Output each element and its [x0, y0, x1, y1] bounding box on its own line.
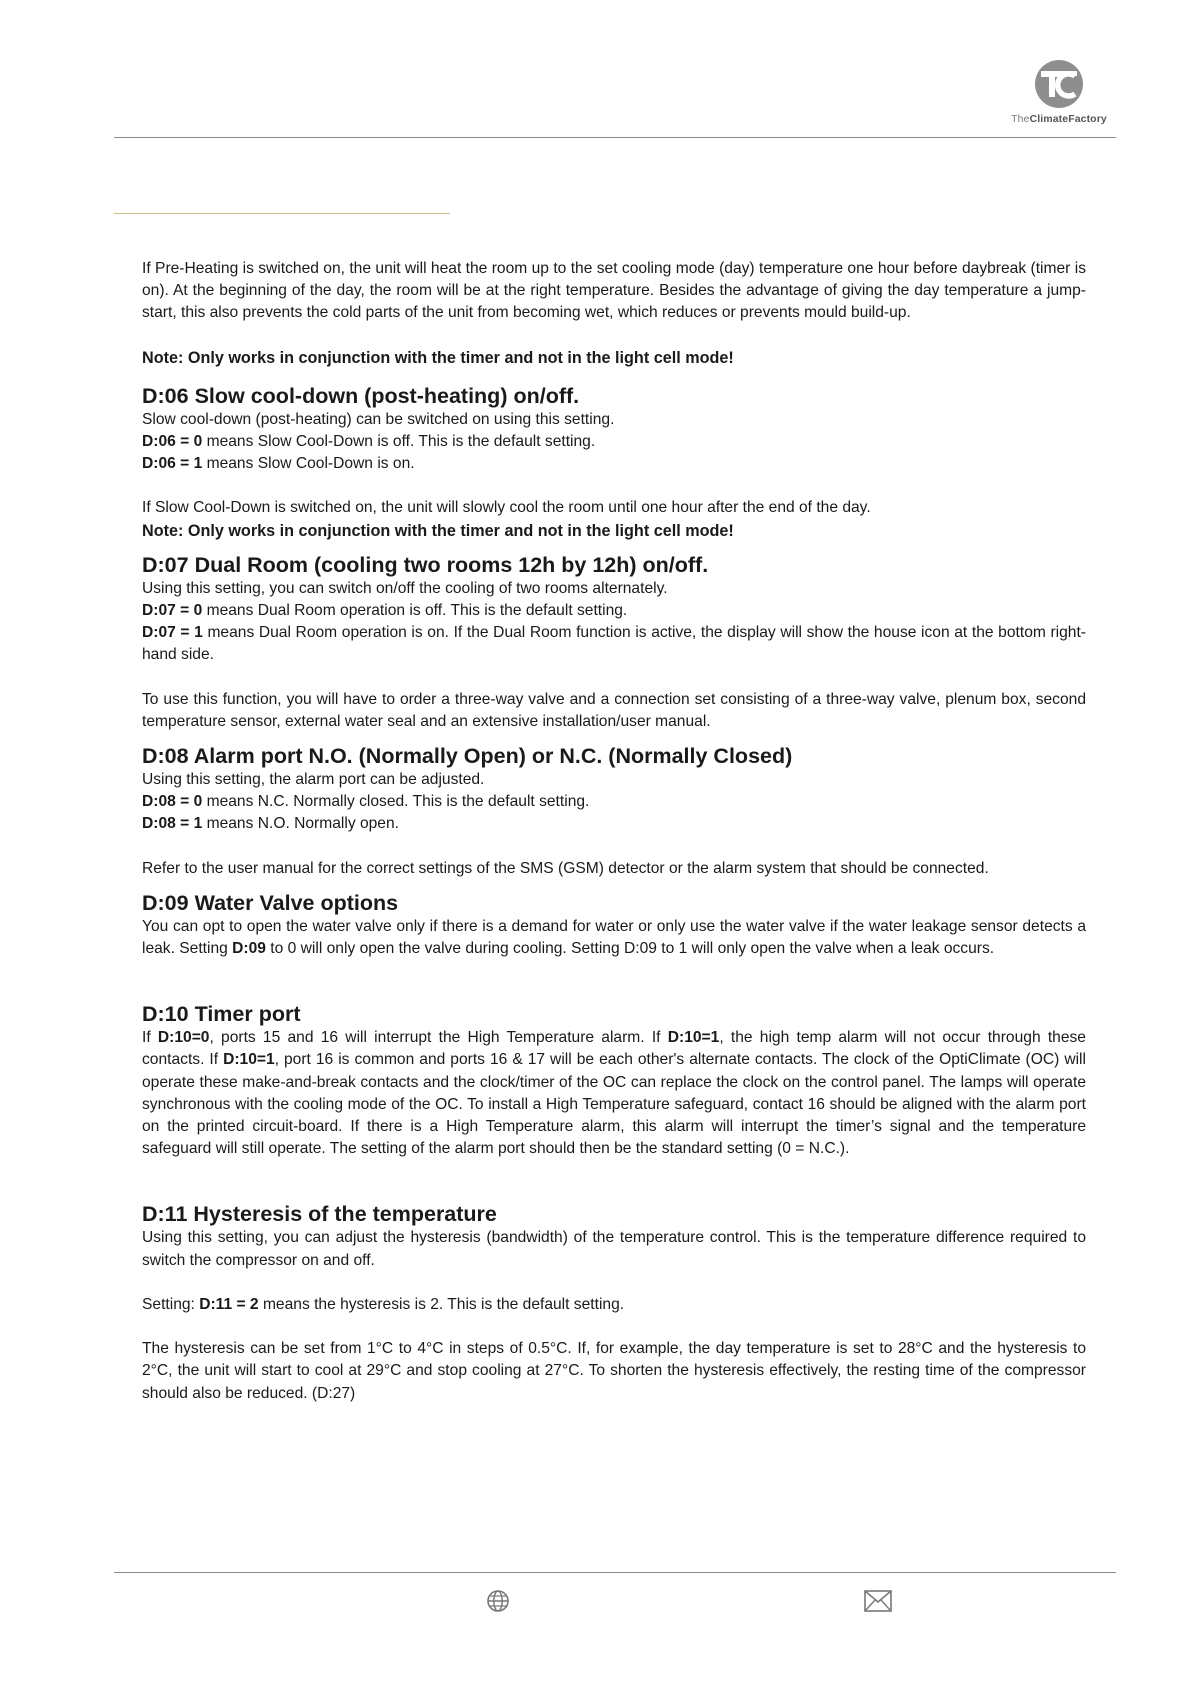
d07-description: Using this setting, you can switch on/off the cooling of two rooms alternately.: [142, 579, 668, 597]
d08-description: Using this setting, the alarm port can be adjusted.: [142, 771, 485, 789]
d06-option-1-text: means Slow Cool-Down is on.: [202, 455, 415, 473]
globe-icon[interactable]: [486, 1589, 510, 1618]
main-content: [142, 258, 1086, 1405]
d06-option-1-code: D:06 = 1: [142, 455, 203, 473]
d06-note: Note: Only works in conjunction with the timer and not in the light cell mode!: [142, 521, 734, 540]
section-title-d08: D:08 Alarm port N.O. (Normally Open) or N.C. (Normally Closed): [142, 744, 793, 769]
d09-text-a: You can opt to open the water valve only if there is a demand for water or only use the water valve if the water leakage sensor detects a leak. Setting: [142, 917, 1086, 958]
mail-icon[interactable]: [864, 1590, 892, 1617]
brand-logo: [1000, 58, 1118, 125]
intro-paragraph: If Pre-Heating is switched on, the unit will heat the room up to the set cooling mode (day) temperature one hour before daybreak (timer is on). At the beginning of the day, the room will be at the right temperature. Besides the advantage of giving the day temperature a jump-start, this also prevents the cold parts of the unit from becoming wet, which reduces or prevents mould build-up.: [142, 260, 1086, 322]
d06-extra: If Slow Cool-Down is switched on, the unit will slowly cool the room until one hour after the end of the day.: [142, 499, 871, 517]
d07-option-1: [142, 622, 1086, 666]
note-timer: Note: Only works in conjunction with the timer and not in the light cell mode!: [142, 348, 734, 367]
d08-option-1: [142, 813, 1086, 835]
logo-mark-icon: [1031, 58, 1087, 110]
d10-text-3: , the high temp alarm will not occur through these contacts. If: [142, 1029, 1086, 1069]
d10-text-4: , port 16 is common and ports 16 & 17 will be each other's alternate contacts. The clock of the OptiClimate (OC) will operate these make-and-break contacts and the clock/timer of the OC can replace the clock on the control panel. The lamps will operate synchronous with the cooling mode of the OC. To install a High Temperature safeguard, contact 16 should be aligned with the alarm port on the printed circuit-board. If there is a High Temperature alarm, this alarm will interrupt the timer’s signal and the temperature safeguard will still operate. The setting of the alarm port should then be the standard setting (0 = N.C.).: [142, 1051, 1086, 1158]
d07-option-0-text: means Dual Room operation is off. This is the default setting.: [202, 602, 628, 620]
d11-setting-prefix: Setting:: [142, 1295, 200, 1313]
section-title-d10: D:10 Timer port: [142, 1002, 301, 1027]
d07-extra: To use this function, you will have to order a three-way valve and a connection set consisting of a three-way valve, plenum box, second temperature sensor, external water seal and an extensive installation/user manual.: [142, 690, 1086, 730]
d10-paragraph: [142, 1027, 1086, 1160]
section-divider: [114, 213, 450, 214]
d11-setting-text: means the hysteresis is 2. This is the default setting.: [258, 1295, 625, 1313]
d08-option-0: [142, 791, 1086, 813]
d08-option-0-code: D:08 = 0: [142, 793, 203, 811]
d10-text-1: If: [142, 1029, 158, 1047]
logo-wordmark: [1000, 113, 1118, 125]
d08-option-1-text: means N.O. Normally open.: [202, 815, 399, 833]
d09-code: D:09: [232, 940, 266, 958]
section-title-d09: D:09 Water Valve options: [142, 890, 399, 915]
logo-prefix: The: [1011, 113, 1030, 125]
d09-paragraph: [142, 916, 1086, 960]
section-title-d06: D:06 Slow cool-down (post-heating) on/off.: [142, 383, 580, 408]
d11-extra: The hysteresis can be set from 1°C to 4°C in steps of 0.5°C. If, for example, the day temperature is set to 28°C and the hysteresis to 2°C, the unit will start to cool at 29°C and stop cooling at 27°C. To shorten the hysteresis effectively, the resting time of the compressor should also be reduced. (D:27): [142, 1340, 1086, 1402]
d10-code-2: D:10=1: [667, 1029, 720, 1047]
d11-description: Using this setting, you can adjust the hysteresis (bandwidth) of the temperature control. This is the temperature difference required to switch the compressor on and off.: [142, 1229, 1086, 1269]
d07-option-0: [142, 600, 1086, 622]
footer-divider: [114, 1572, 1116, 1573]
d06-description: Slow cool-down (post-heating) can be switched on using this setting.: [142, 410, 615, 428]
d08-option-1-code: D:08 = 1: [142, 815, 203, 833]
section-title-d07: D:07 Dual Room (cooling two rooms 12h by 12h) on/off.: [142, 552, 709, 577]
d07-option-1-text: means Dual Room operation is on. If the Dual Room function is active, the display will show the house icon at the bottom right-hand side.: [142, 624, 1087, 664]
header-divider: [114, 137, 1116, 138]
d07-option-0-code: D:07 = 0: [142, 602, 203, 620]
d10-code-1: D:10=0: [157, 1029, 210, 1047]
d06-option-1: [142, 453, 1086, 475]
d10-text-2: , ports 15 and 16 will interrupt the High Temperature alarm. If: [209, 1029, 668, 1047]
d06-option-0-text: means Slow Cool-Down is off. This is the default setting.: [202, 433, 596, 451]
d08-extra: Refer to the user manual for the correct settings of the SMS (GSM) detector or the alarm system that should be connected.: [142, 859, 989, 877]
d07-option-1-code: D:07 = 1: [142, 624, 203, 642]
d11-setting-code: D:11 = 2: [199, 1295, 259, 1313]
d09-text-b: to 0 will only open the valve during cooling. Setting D:09 to 1 will only open the valve when a leak occurs.: [265, 940, 995, 958]
d06-option-0: [142, 431, 1086, 453]
d10-code-3: D:10=1: [223, 1051, 275, 1069]
d11-setting: [142, 1294, 1086, 1316]
d06-option-0-code: D:06 = 0: [142, 433, 203, 451]
d08-option-0-text: means N.C. Normally closed. This is the default setting.: [202, 793, 590, 811]
logo-brand: ClimateFactory: [1029, 113, 1107, 125]
section-title-d11: D:11 Hysteresis of the temperature: [142, 1202, 497, 1227]
